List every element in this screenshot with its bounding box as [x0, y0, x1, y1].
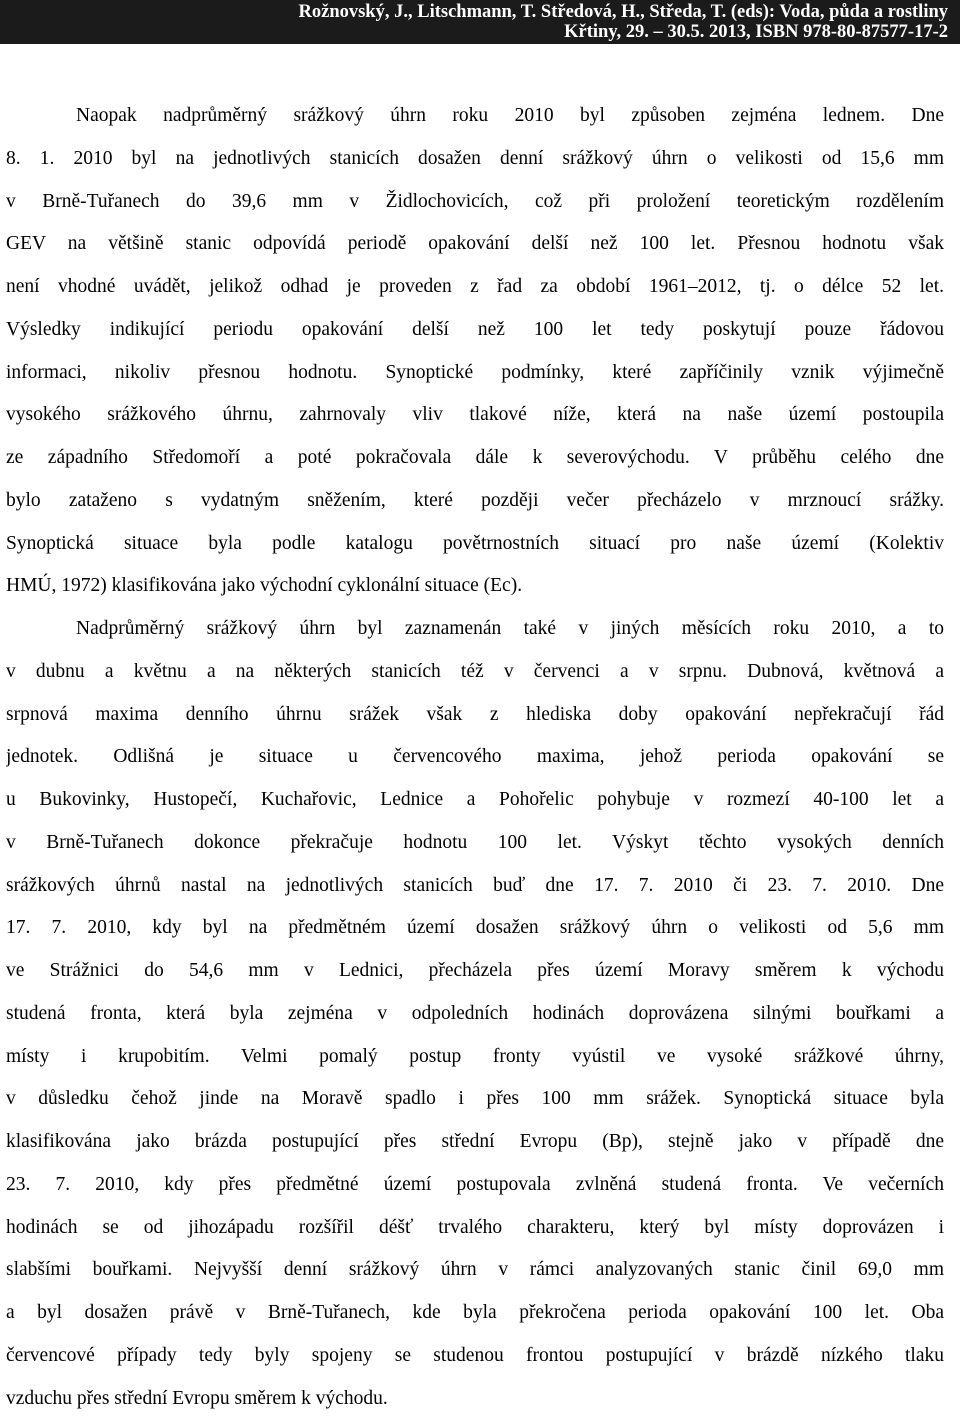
- page-header: [0, 0, 960, 44]
- text-line: 8. 1. 2010 byl na jednotlivých stanicích dosažen denní srážkový úhrn o velikosti od 15,6 mm: [6, 147, 944, 169]
- text-line: bylo zataženo s vydatným sněžením, které později večer přecházelo v mrznoucí srážky.: [6, 489, 944, 511]
- text-line: v Brně-Tuřanech do 39,6 mm v Židlochovicích, což při proložení teoretickým rozdělením: [6, 190, 944, 212]
- header-citation: Rožnovský, J., Litschmann, T. Středová, H., Středa, T. (eds): Voda, půda a rostliny: [298, 2, 948, 22]
- header-conference: Křtiny, 29. – 30.5. 2013, ISBN 978-80-87577-17-2: [564, 22, 948, 42]
- text-line: u Bukovinky, Hustopečí, Kuchařovic, Lednice a Pohořelic pohybuje v rozmezí 40-100 let a: [6, 789, 944, 810]
- text-line: vzduchu přes střední Evropu směrem k východu.: [6, 1387, 388, 1409]
- text-line: v Brně-Tuřanech dokonce překračuje hodnotu 100 let. Výskyt těchto vysokých denních: [6, 831, 944, 853]
- text-line: Nadprůměrný srážkový úhrn byl zaznamenán také v jiných měsících roku 2010, a to: [76, 618, 944, 639]
- text-line: HMÚ, 1972) klasifikována jako východní cyklonální situace (Ec).: [6, 575, 523, 597]
- text-line: GEV na většině stanic odpovídá periodě opakování delší než 100 let. Přesnou hodnotu však: [6, 233, 944, 255]
- text-line: místy i krupobitím. Velmi pomalý postup fronty vyústil ve vysoké srážkové úhrny,: [6, 1045, 944, 1067]
- text-line: jednotek. Odlišná je situace u červencového maxima, jehož perioda opakování se: [6, 746, 944, 768]
- text-line: slabšími bouřkami. Nejvyšší denní srážkový úhrn v rámci analyzovaných stanic činil 69,0 mm: [6, 1259, 944, 1281]
- text-line: hodinách se od jihozápadu rozšířil déšť trvalého charakteru, který byl místy doprovázen i: [6, 1216, 944, 1238]
- text-line: informaci, nikoliv přesnou hodnotu. Synoptické podmínky, které zapříčinily vznik výjimečně: [6, 361, 944, 383]
- text-line: ve Strážnici do 54,6 mm v Lednici, přecházela přes území Moravy směrem k východu: [6, 960, 944, 981]
- text-line: 23. 7. 2010, kdy přes předmětné území postupovala zvlněná studená fronta. Ve večerních: [6, 1173, 944, 1195]
- text-line: klasifikována jako brázda postupující přes střední Evropu (Bp), stejně jako v případě dne: [6, 1131, 944, 1152]
- text-line: červencové případy tedy byly spojeny se studenou frontou postupující v brázdě nízkého tlaku: [6, 1344, 944, 1366]
- text-line: ze západního Středomoří a poté pokračovala dále k severovýchodu. V průběhu celého dne: [6, 447, 944, 468]
- text-line: Naopak nadprůměrný srážkový úhrn roku 2010 byl způsoben zejména lednem. Dne: [76, 105, 944, 126]
- text-line: vysokého srážkového úhrnu, zahrnovaly vliv tlakové níže, která na naše území postoupila: [6, 404, 944, 426]
- text-line: Synoptická situace byla podle katalogu povětrnostních situací pro naše území (Kolektiv: [6, 532, 944, 554]
- text-line: 17. 7. 2010, kdy byl na předmětném území dosažen srážkový úhrn o velikosti od 5,6 mm: [6, 917, 944, 939]
- text-line: a byl dosažen právě v Brně-Tuřanech, kde byla překročena perioda opakování 100 let. Oba: [6, 1302, 944, 1323]
- text-line: není vhodné uvádět, jelikož odhad je proveden z řad za období 1961–2012, tj. o délce 52 let.: [6, 276, 944, 297]
- text-line: v důsledku čehož jinde na Moravě spadlo i přes 100 mm srážek. Synoptická situace byla: [6, 1088, 944, 1110]
- text-line: srpnová maxima denního úhrnu srážek však z hlediska doby opakování nepřekračují řád: [6, 703, 944, 725]
- text-line: srážkových úhrnů nastal na jednotlivých stanicích buď dne 17. 7. 2010 či 23. 7. 2010. Dne: [6, 874, 944, 896]
- text-line: Výsledky indikující periodu opakování delší než 100 let tedy poskytují pouze řádovou: [6, 318, 944, 340]
- text-line: v dubnu a květnu a na některých stanicích též v červenci a v srpnu. Dubnová, květnová a: [6, 660, 944, 682]
- text-line: studená fronta, která byla zejména v odpoledních hodinách doprovázena silnými bouřkami a: [6, 1002, 944, 1024]
- body-text: [6, 95, 944, 1420]
